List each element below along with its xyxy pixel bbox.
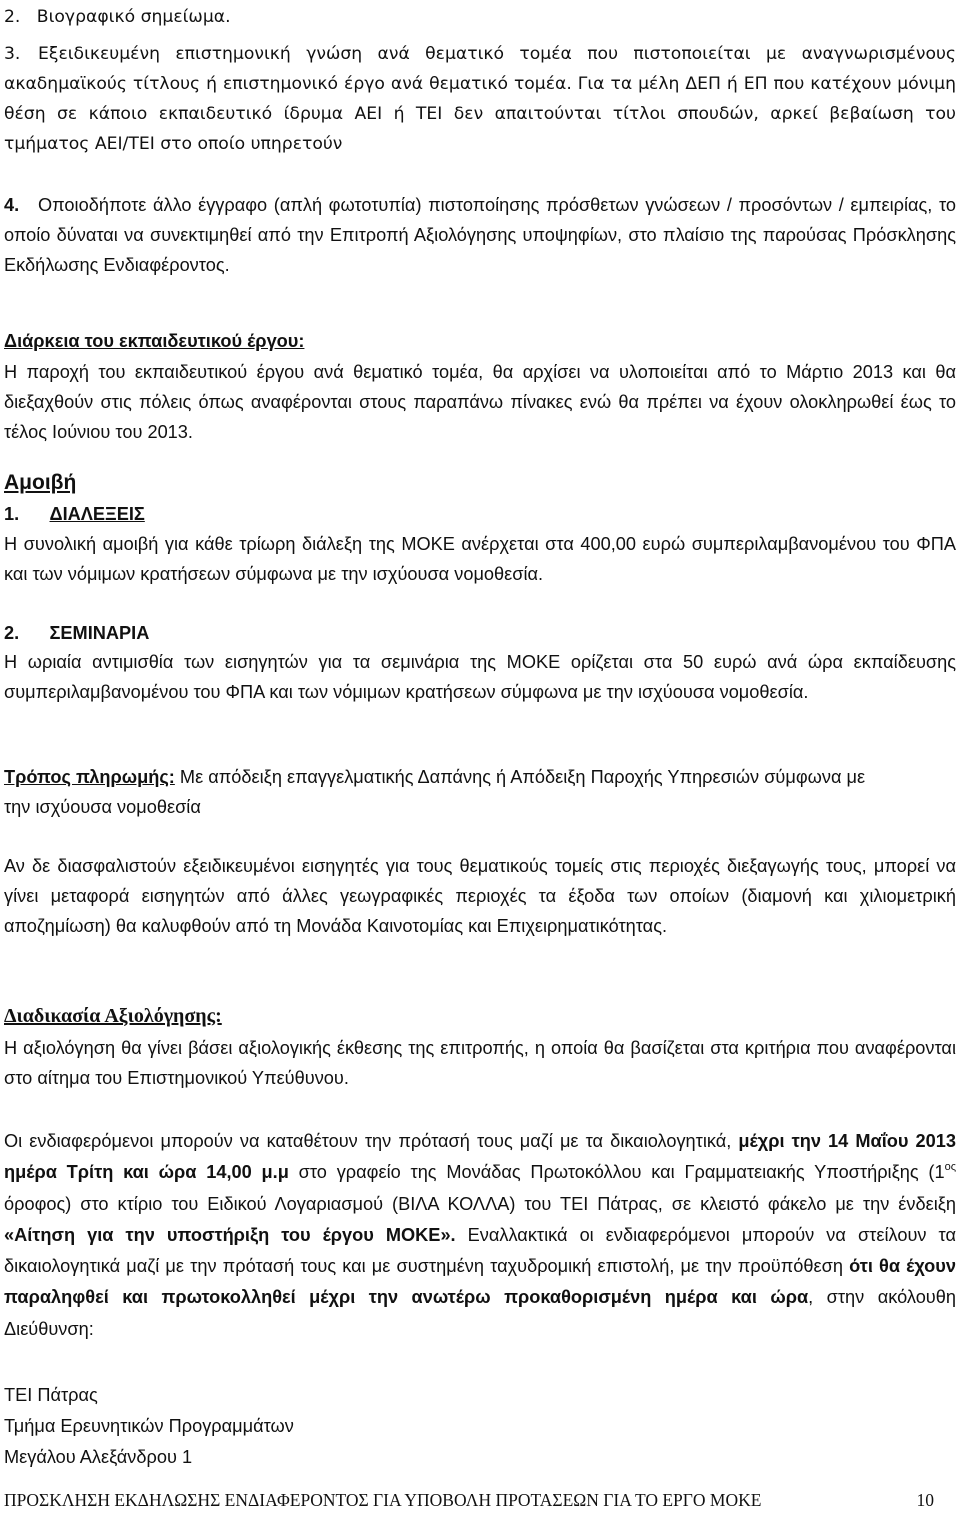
address-line-2: Τμήμα Ερευνητικών Προγραμμάτων [4, 1416, 294, 1436]
list-item-2 [4, 2, 956, 32]
page-number: 10 [916, 1490, 934, 1510]
payment-text: Με απόδειξη επαγγελματικής Δαπάνης ή Απόδειξη Παροχής Υπηρεσιών σύμφωνα με την ισχύουσα νομοθεσία [4, 767, 866, 817]
travel-text: Αν δε διασφαλιστούν εξειδικευμένοι εισηγητές για τους θεματικούς τομείς στις περιοχές διεξαγωγής τους, μπορεί να γίνει μεταφορά εισηγητών από άλλες γεωγραφικές περιοχές τα έξοδα των οποίων (διαμονή και χιλιομετρική αποζημίωση) θα καλυφθούν από τη Μονάδα Καινοτομίας και Επιχειρηματικότητας. [4, 856, 956, 936]
duration-text: Η παροχή του εκπαιδευτικού έργου ανά θεματικό τομέα, θα αρχίσει να υλοποιείται από το Μάρτιο 2013 και θα διεξαχθούν στις πόλεις όπως αναφέρονται στους παραπάνω πίνακες ενώ θα πρέπει να έχουν ολοκληρωθεί έως το τέλος Ιούνιου του 2013. [4, 362, 956, 442]
lectures-title: 1. ΔΙΑΛΕΞΕΙΣ [4, 504, 145, 524]
lectures-text: Η συνολική αμοιβή για κάθε τρίωρη διάλεξη της ΜΟΚΕ ανέρχεται στα 400,00 ευρώ συμπεριλαμβανομένου του ΦΠΑ και των νόμιμων κρατήσεων σύμφωνα με την ισχύουσα νομοθεσία. [4, 534, 956, 584]
list-number: 4. [4, 195, 20, 215]
address-line-1: ΤΕΙ Πάτρας [4, 1385, 98, 1405]
page-footer [4, 1487, 956, 1513]
evaluation-heading: Διαδικασία Αξιολόγησης: [4, 1005, 222, 1027]
list-item-text: Εξειδικευμένη επιστημονική γνώση ανά θεματικό τομέα που πιστοποιείται με αναγνωρισμένους ακαδημαϊκούς τίτλους ή επιστημονικό έργο ανά θεματικό τομέα. Για τα μέλη ΔΕΠ ή ΕΠ που κατέχουν μόνιμη θέση σε κάποιο εκπαιδευτικό ίδρυμα ΑΕΙ ή ΤΕΙ δεν απαιτούνται τίτλοι σπουδών, αρκεί βεβαίωση του τμήματος ΑΕΙ/ΤΕΙ στο οποίο υπηρετούν [4, 44, 956, 154]
submission-text: Οι ενδιαφερόμενοι μπορούν να καταθέτουν την πρότασή τους μαζί με τα δικαιολογητικά, μέχρι την 14 Μαΐου 2013 ημέρα Τρίτη και ώρα 14,00 μ.μ στο γραφείο της Μονάδας Πρωτοκόλλου και Γραμματειακής Υποστήριξης ($1^{o\varsigma}$ όροφος) στο κτίριο του Ειδικού Λογαριασμού (ΒΙΛΑ ΚΟΛΛΑ) του ΤΕΙ Πάτρας, σε κλειστό φάκελο με την ένδειξη «Αίτηση για την υποστήριξη του έργου ΜΟΚΕ». Εναλλακτικά οι ενδιαφερόμενοι μπορούν να στείλουν τα δικαιολογητικά μαζί με την πρότασή τους και με συστημένη ταχυδρομική επιστολή, με την προϋπόθεση ότι θα έχουν παραληφθεί και πρωτοκολληθεί μέχρι την ανωτέρω προκαθορισμένη ημέρα και ώρα, στην ακόλουθη Διεύθυνση: [4, 1131, 957, 1339]
list-item-text: Βιογραφικό σημείωμα. [36, 7, 231, 27]
payment-method [4, 762, 956, 822]
seminars-title: 2. ΣΕΜΙΝΑΡΙΑ [4, 623, 150, 643]
list-item-3 [4, 39, 956, 159]
seminars-text: Η ωριαία αντιμισθία των εισηγητών για τα σεμινάρια της ΜΟΚΕ ορίζεται στα 50 ευρώ ανά ώρα εκπαίδευσης συμπεριλαμβανομένου του ΦΠΑ και των νόμιμων κρατήσεων σύμφωνα με την ισχύουσα νομοθεσία. [4, 652, 956, 702]
footer-text: ΠΡΟΣΚΛΗΣΗ ΕΚΔΗΛΩΣΗΣ ΕΝΔΙΑΦΕΡΟΝΤΟΣ ΓΙΑ ΥΠΟΒΟΛΗ ΠΡΟΤΑΣΕΩΝ ΓΙΑ ΤΟ ΕΡΓΟ ΜΟΚΕ [4, 1490, 762, 1510]
payment-label: Τρόπος πληρωμής: [4, 767, 175, 787]
list-number: 2. [4, 7, 21, 27]
address-line-3: Μεγάλου Αλεξάνδρου 1 [4, 1447, 193, 1467]
list-item-4 [4, 190, 956, 280]
list-number: 3. [4, 44, 21, 64]
duration-heading: Διάρκεια του εκπαιδευτικού έργου: [4, 331, 305, 351]
list-item-text: Οποιοδήποτε άλλο έγγραφο (απλή φωτοτυπία) πιστοποίησης πρόσθετων γνώσεων / προσόντων / εμπειρίας, το οποίο δύναται να συνεκτιμηθεί από την Επιτροπή Αξιολόγησης υποψηφίων, στο πλαίσιο της παρούσας Πρόσκλησης Εκδήλωσης Ενδιαφέροντος. [4, 195, 956, 275]
fee-heading: Αμοιβή [4, 471, 77, 494]
evaluation-text: Η αξιολόγηση θα γίνει βάσει αξιολογικής έκθεσης της επιτροπής, η οποία θα βασίζεται στα κριτήρια που αναφέρονται στο αίτημα του Επιστημονικού Υπεύθυνου. [4, 1038, 956, 1088]
